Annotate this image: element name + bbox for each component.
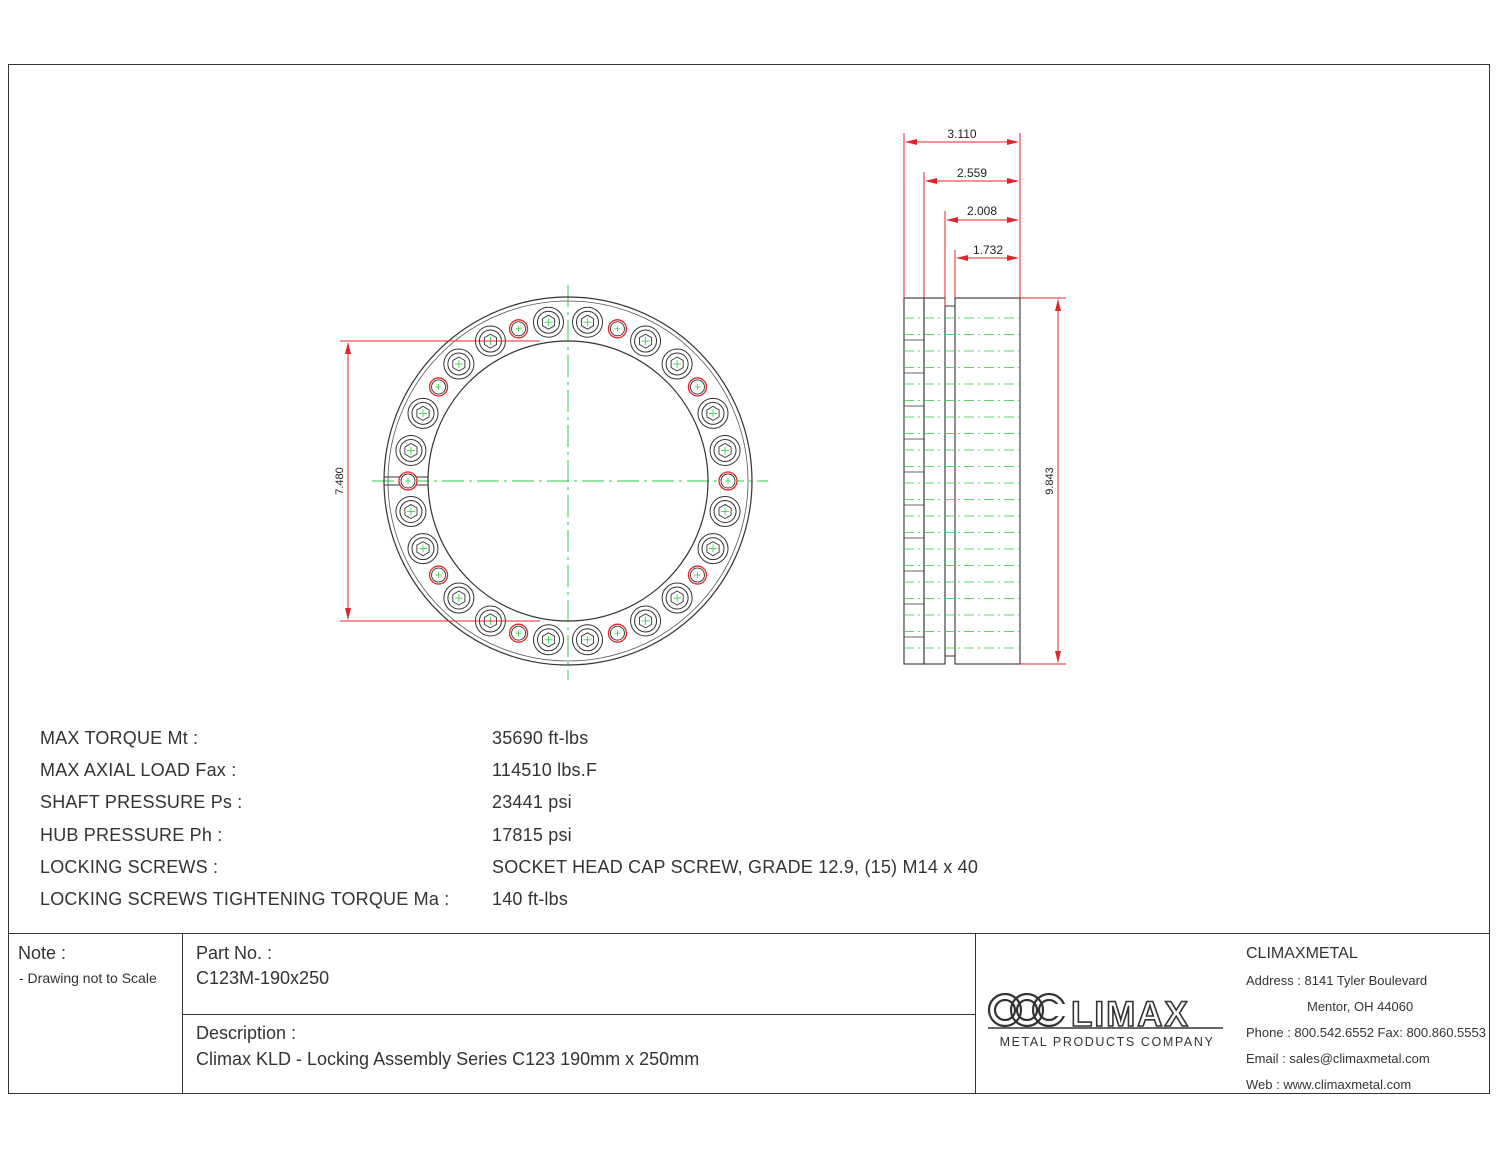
cap-screw-icon <box>444 583 474 613</box>
cap-screw-icon <box>631 326 661 356</box>
tapped-hole-icon <box>510 624 528 642</box>
logo-c-rings-icon <box>989 994 1065 1026</box>
company-phone-fax: Phone : 800.542.6552 Fax: 800.860.5553 <box>1246 1025 1486 1040</box>
tapped-hole-icon <box>719 472 737 490</box>
dim-9843-arrow-top <box>1055 299 1061 311</box>
company-name: CLIMAXMETAL <box>1246 945 1358 962</box>
dim-2008-arrow-right <box>1007 217 1019 223</box>
cap-screw-icon <box>662 583 692 613</box>
dim-9843-label: 9.843 <box>1044 467 1056 495</box>
spec-label: HUB PRESSURE Ph : <box>40 824 223 845</box>
spec-label: LOCKING SCREWS : <box>40 856 219 877</box>
dim-1732-label: 1.732 <box>972 243 1004 257</box>
cap-screw-icon <box>534 625 564 655</box>
cap-screw-icon <box>572 625 602 655</box>
dim-7480-arrow-bottom <box>345 608 351 620</box>
dim-3110-arrow-left <box>905 139 917 145</box>
company-website: Web : www.climaxmetal.com <box>1246 1077 1412 1092</box>
cap-screw-icon <box>710 435 740 465</box>
company-address-line2: Mentor, OH 44060 <box>1307 999 1414 1014</box>
dim-1732-arrow-left <box>956 255 968 261</box>
dim-3110-label: 3.110 <box>947 127 977 141</box>
tapped-hole-icon <box>399 472 417 490</box>
tapped-hole-icon <box>510 320 528 338</box>
dim-2559-arrow-left <box>925 178 937 184</box>
cap-screw-icon <box>444 349 474 379</box>
spec-value: 114510 lbs.F <box>492 760 598 781</box>
description-value: Climax KLD - Locking Assembly Series C123 190mm x 250mm <box>196 1049 700 1069</box>
spec-value: 140 ft-lbs <box>492 888 569 909</box>
dim-7480-arrow-top <box>345 342 351 354</box>
dim-1732-arrow-right <box>1007 255 1019 261</box>
spec-label: SHAFT PRESSURE Ps : <box>40 792 243 813</box>
dim-3110-arrow-right <box>1007 139 1019 145</box>
cap-screw-icon <box>698 534 728 564</box>
dim-2008-arrow-left <box>946 217 958 223</box>
dim-7480-label: 7.480 <box>334 467 346 495</box>
dim-2008-label: 2.008 <box>966 204 998 218</box>
spec-value: SOCKET HEAD CAP SCREW, GRADE 12.9, (15) M14 x 40 <box>492 856 979 877</box>
side-hub <box>955 298 1020 664</box>
spec-label: MAX AXIAL LOAD Fax : <box>40 760 237 781</box>
cap-screw-icon <box>698 398 728 428</box>
climax-logo <box>985 985 1230 1055</box>
cap-screw-icon <box>572 307 602 337</box>
dim-2559-label: 2.559 <box>956 166 988 180</box>
logo-subtitle: METAL PRODUCTS COMPANY <box>999 1035 1215 1049</box>
spec-value: 35690 ft-lbs <box>492 728 589 748</box>
note-label: Note : <box>18 943 67 963</box>
logo-wordmark: LIMAX <box>1071 995 1190 1034</box>
cap-screw-icon <box>396 497 426 527</box>
cap-screw-icon <box>396 435 426 465</box>
part-number-label: Part No. : <box>196 943 273 963</box>
tapped-hole-icon <box>430 378 448 396</box>
part-number-value: C123M-190x250 <box>196 968 330 988</box>
side-spacer <box>945 306 955 656</box>
spec-label: LOCKING SCREWS TIGHTENING TORQUE Ma : <box>40 888 450 909</box>
tapped-hole-icon <box>608 624 626 642</box>
cap-screw-icon <box>534 307 564 337</box>
tapped-hole-icon <box>688 378 706 396</box>
side-view <box>904 127 1066 664</box>
company-email: Email : sales@climaxmetal.com <box>1246 1051 1430 1066</box>
dim-9843-arrow-bottom <box>1055 651 1061 663</box>
description-label: Description : <box>196 1023 297 1043</box>
tapped-hole-icon <box>688 566 706 584</box>
logo-c-gap <box>1055 1004 1069 1016</box>
spec-label: MAX TORQUE Mt : <box>40 728 199 748</box>
front-view <box>334 285 768 680</box>
title-block-divider-horizontal <box>182 1014 975 1015</box>
cap-screw-icon <box>631 606 661 636</box>
cap-screw-icon <box>710 497 740 527</box>
dim-2559-arrow-right <box>1007 178 1019 184</box>
note-text: - Drawing not to Scale <box>19 970 157 986</box>
side-screw-lines <box>904 318 1020 648</box>
cap-screw-icon <box>408 398 438 428</box>
tapped-hole-icon <box>608 320 626 338</box>
cap-screw-icon <box>662 349 692 379</box>
company-address-line1: Address : 8141 Tyler Boulevard <box>1246 973 1428 988</box>
side-thrust-ring <box>924 298 945 664</box>
title-block-divider-2 <box>975 933 976 1094</box>
spec-value: 23441 psi <box>492 792 572 813</box>
tapped-hole-icon <box>430 566 448 584</box>
spec-value: 17815 psi <box>492 824 572 845</box>
side-outer-collar <box>904 298 924 664</box>
cap-screw-icon <box>408 534 438 564</box>
